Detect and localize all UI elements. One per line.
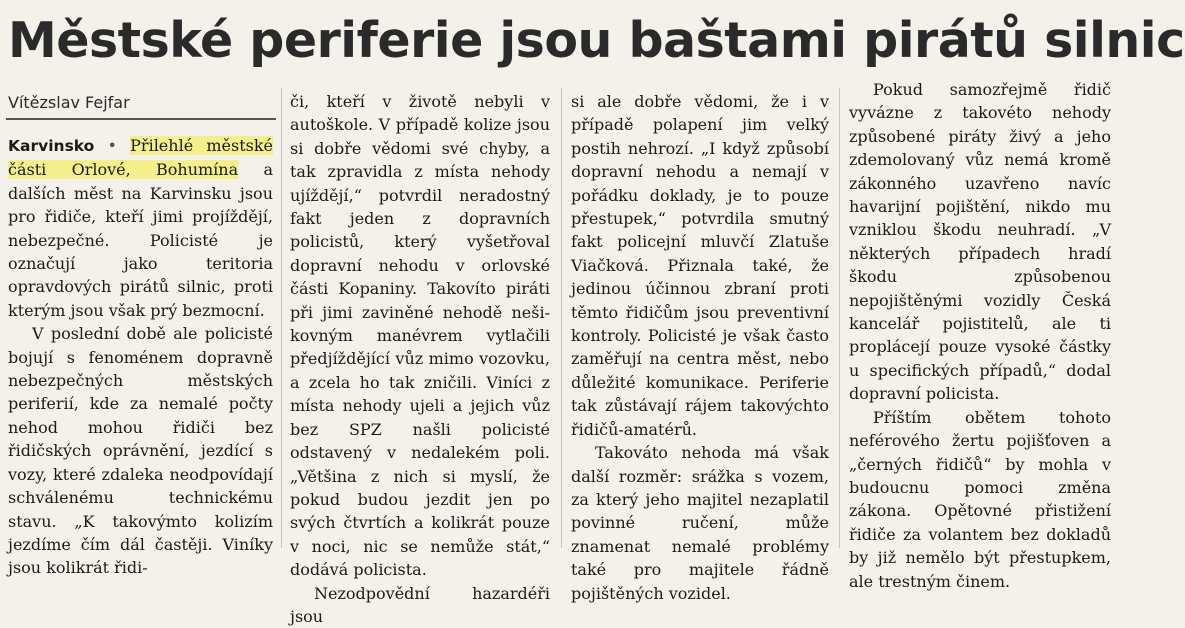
dateline-place: Karvinsko xyxy=(8,137,95,155)
article-column-3 xyxy=(571,90,829,603)
headline: Městské periferie jsou baštami pirátů silnic xyxy=(8,12,1185,69)
paragraph: si ale dobře vědomi, že i v případě polapení jim velký postih nehrozí. „I když způsobí dopravní nehodu a nemají v pořádku doklady, je to pouze přestupek,“ potvrdila smutný fakt policejní mluvčí Zlatuše Viačková. Přiznala také, že jedinou účinnou zbraní proti těmto řidičům jsou preventivní kontroly. Policisté je však často zaměřují na centra měst, nebo důležité komunikace. Periferie tak zůstávají rájem takovýchto řidičů-amatérů. xyxy=(571,92,829,439)
article-column-1 xyxy=(8,134,273,578)
paragraph: či, kteří v životě nebyli v autoškole. V případě kolize jsou si dobře vědomi své chyby, a tak zpravidla z místa nehody ujíždějí,“ potvrdil neradostný fakt jeden z dopravních policistů, který vyšetřoval dopravní nehodu v orlovské části Kopaniny. Takovíto piráti při jimi zaviněné nehodě neši- kovným manévrem vytlačili předjíždějící vůz mimo vozovku, a zcela ho tak zničili. Viníci z místa nehody ujeli a jejich vůz bez SPZ našli policisté odstavený v nedalekém poli. „Většina z nich si myslí, že pokud budou jezdit jen po svých čtvrtích a kolikrát pouze v noci, nic se nemůže stát,“ dodává policista. xyxy=(290,92,550,580)
article-column-4 xyxy=(849,78,1111,591)
byline-rule xyxy=(6,118,276,120)
paragraph: V poslední době ale policisté bojují s fenoménem dopravně nebezpečných městských periferií, kde za nemalé počty nehod mohou řidiči bez řidičských oprávnění, jezdící s vozy, které zdaleka neodpovídají schválenému technickému stavu. „K takovýmto kolizím jezdíme čím dál častěji. Viníky jsou kolikrát řidi- xyxy=(8,324,273,578)
column-divider xyxy=(839,88,840,548)
paragraph: Nezodpovědní hazardéři jsou xyxy=(290,583,550,626)
paragraph: Příštím obětem tohoto neférového žertu pojišťoven a „černých řidičů“ by mohla v budoucnu pomoci změna zákona. Opětovné přistižení řidiče za volantem bez dokladů by již nemělo být přestupkem, ale trestným činem. xyxy=(849,407,1111,591)
article-column-2 xyxy=(290,90,550,626)
lead-text: a dalších měst na Karvinsku jsou pro řidiče, kteří jimi projíždějí, nebezpečné. Policisté je označují jako teritoria opravdových pirátů silnic, proti kterým jsou však prý bezmocní. xyxy=(8,160,273,320)
paragraph: Pokud samozřejmě řidič vyvázne z takovéto nehody způsobené piráty živý a jeho zdemolovaný vůz nemá kromě zákonného uzavřeno navíc havarijní pojištění, nikdo mu vzniklou škodu neuhradí. „V některých případech hradí škodu způsobenou nepojištěnými vozidly Česká kancelář pojistitelů, ale ti proplácejí pouze vysoké částky u specifických případů,“ dodal dopravní policista. xyxy=(849,80,1111,404)
highlighted-text: Přilehlé městské části Orlové, Bohumína xyxy=(8,136,273,180)
column-divider xyxy=(281,88,282,548)
dateline-bullet: • xyxy=(107,136,117,155)
byline: Vítězslav Fejfar xyxy=(8,93,130,112)
paragraph: Takováto nehoda má však další rozměr: srážka s vozem, za který jeho majitel nezaplatil povinné ručení, může znamenat nemalé problémy také pro majitele řádně pojištěných vozidel. xyxy=(571,443,829,603)
lead-paragraph xyxy=(8,134,273,322)
column-divider xyxy=(561,88,562,548)
